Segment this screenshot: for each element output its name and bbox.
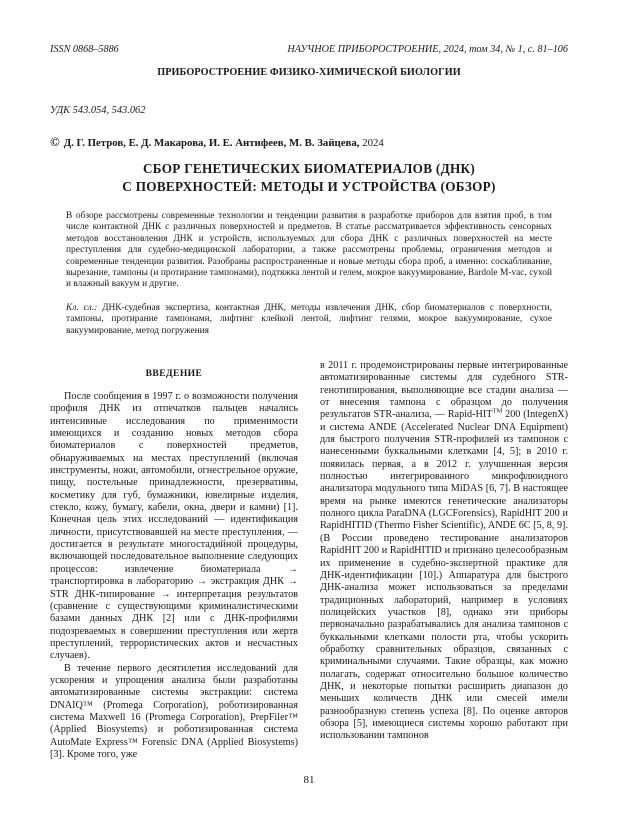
journal-issn: ISSN 0868–5886 bbox=[50, 44, 119, 55]
section-heading: ПРИБОРОСТРОЕНИЕ ФИЗИКО-ХИМИЧЕСКОЙ БИОЛОГИИ bbox=[157, 67, 461, 78]
right-paragraph-1-part-b: 200 (IntegenX) и система ANDE (Accelerated Nuclear DNA Equipment) для быстрого получения STR-профилей из тампонов с нанесенными буккальными клетками [4, 5]; в 2010 г. появилась первая, а в 2012 г. улучшенная версия полностью интегрированного микрофлюидного анализатора модульного типа MiDAS [6, 7]. В настоящее время на рынке имеются генетические анализаторы полного цикла ParaDNA (LGCForensics), RapidHIT 200 и RapidHITID (Thermo Fisher Scientific), ANDE 6C [5, 8, 9]. (В России проведено тестирование анализаторов RapidHIT 200 и RapidHITID и признано целесообразным их применение в судебно-экспертной практике для ДНК-идентификации [10].) Аппаратура для быстрого ДНК-анализа может использоваться за пределами традиционных лабораторий, например в условиях полицейских участков [8], однако эти приборы первоначально разрабатывались для анализа тампонов с буккальными клетками полости рта, чтобы ускорить обработку сравнительных образцов, связанных с криминальными случаями. Такие образцы, как можно полагать, содержат относительно большое количество ДНК, и некоторые попытки расширить диапазон до меньших количеств ДНК или смесей имели разнообразную степень успеха [8]. По оценке авторов обзора [5], имеющиеся системы хорошо работают при использовании тампонов bbox=[320, 409, 568, 742]
authors-line bbox=[50, 134, 384, 150]
keywords-text: ДНК-судебная экспертиза, контактная ДНК, методы извлечения ДНК, сбор биоматериалов с поверхности, тампоны, протирание тампонами, лифтинг клейкой лентой, лифтинг гелями, мокрое вакуумирование, сухое вакуумирование, метод погружения bbox=[66, 303, 553, 336]
right-paragraph-1-part-a: в 2011 г. продемонстрированы первые интегрированные автоматизированные системы для судебного STR-генотипирования, выполняющие все стадии анализа — от внесения тампона с образцом до получения результатов STR-анализа, — Rapid-HIT bbox=[320, 360, 568, 421]
title-line-2: С ПОВЕРХНОСТЕЙ: МЕТОДЫ И УСТРОЙСТВА (ОБЗОР) bbox=[122, 179, 496, 194]
introduction-heading: ВВЕДЕНИЕ bbox=[145, 368, 203, 379]
left-paragraph-1: После сообщения в 1997 г. о возможности получения профиля ДНК из отпечатков пальцев начались интенсивные исследования по применимости имеющихся и созданию новых методов сбора биоматериалов с поверхностей предметов, обнаруживаемых на местах преступлений (включая инструменты, ножи, автомобили, огнестрельное оружие, пищу, постельные принадлежности, презервативы, косметику для губ, бумажники, ювелирные изделия, стекло, кожу, бумагу, кабели, окна, двери и камни) [1]. Конечная цель этих исследований — идентификация личности, присутствовавшей на месте преступления, — достигается в результате многостадийной процедуры, включающей последовательное выполнение следующих процессов: извлечение биоматериала → транспортировка в лабораторию → экстракция ДНК → STR ДНК-типирование → интерпретация результатов (сравнение с существующими криминалистическими базами данных ДНК [2] или с ДНК-профилями подозреваемых в совершении преступления или жертв преступлений, террористических актов и несчастных случаев). bbox=[50, 391, 298, 662]
abstract-text: В обзоре рассмотрены современные технологии и тенденции развития в разработке приборов для взятия проб, в том числе контактной ДНК с различных поверхностей и предметов. В статье рассматривается эффективность сенсорных методов восстановления ДНК и устройств, используемых для сбора ДНК с различных поверхностей на месте преступления для судебно-медицинской лаборатории, а также рассмотрены проблемы, ограничения методов и современные тенденции развития. Разобраны распространенные и новые методы сбора проб, а именно: соскабливание, вырезание, тампоны (и протирание тампонами), подтяжка лентой и гелем, мокрое вакуумирование, Bardole M-vac, сухой и влажный вакуум и другие. bbox=[66, 211, 552, 290]
copyright-symbol: © bbox=[50, 134, 60, 149]
left-column bbox=[50, 391, 298, 761]
right-column bbox=[320, 360, 568, 743]
journal-citation: НАУЧНОЕ ПРИБОРОСТРОЕНИЕ, 2024, том 34, № 1, c. 81–106 bbox=[287, 44, 568, 55]
trademark-superscript: TM bbox=[492, 407, 503, 415]
title-line-1: СБОР ГЕНЕТИЧЕСКИХ БИОМАТЕРИАЛОВ (ДНК) bbox=[142, 161, 476, 176]
keywords-label: Кл. сл.: bbox=[66, 303, 98, 313]
abstract bbox=[66, 211, 552, 291]
author-names: Д. Г. Петров, Е. Д. Макарова, И. Е. Антифеев, М. В. Зайцева, bbox=[63, 137, 360, 149]
page-number: 81 bbox=[303, 774, 315, 786]
article-title bbox=[60, 160, 558, 196]
publication-year: 2024 bbox=[362, 137, 384, 149]
left-paragraph-2: В течение первого десятилетия исследований для ускорения и упрощения анализа были разработаны автоматизированные системы экстракции: система DNAIQ™ (Promega Corporation), роботизированная система Maxwell 16 (Promega Corporation), PrepFiler™ (Applied Biosystems) и роботизированная система AutoMate Express™ Forensic DNA (Applied Biosystems) [3]. Кроме того, уже bbox=[50, 662, 298, 760]
udk-code: УДК 543.054, 543.062 bbox=[50, 105, 146, 116]
right-paragraph-1 bbox=[320, 360, 568, 743]
keywords bbox=[66, 303, 552, 337]
